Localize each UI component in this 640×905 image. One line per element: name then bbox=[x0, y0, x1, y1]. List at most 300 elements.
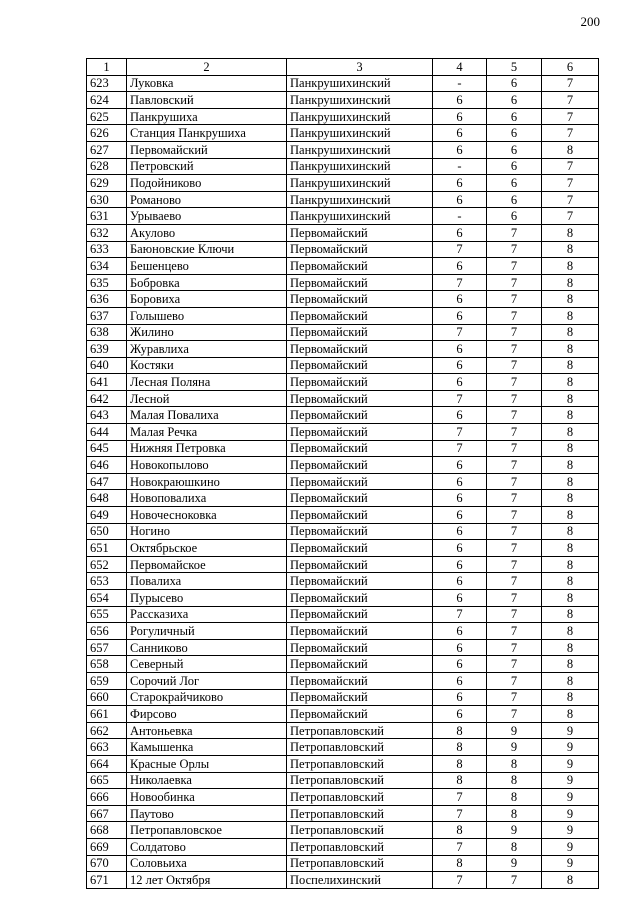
district-cell: Первомайский bbox=[287, 424, 433, 441]
row-number-cell: 643 bbox=[87, 407, 127, 424]
district-cell: Первомайский bbox=[287, 540, 433, 557]
column-header: 5 bbox=[487, 59, 542, 76]
settlement-name-cell: Николаевка bbox=[127, 772, 287, 789]
district-cell: Первомайский bbox=[287, 656, 433, 673]
value-cell: 6 bbox=[433, 125, 487, 142]
value-cell: 7 bbox=[487, 523, 542, 540]
row-number-cell: 635 bbox=[87, 274, 127, 291]
value-cell: 7 bbox=[487, 258, 542, 275]
value-cell: 7 bbox=[487, 623, 542, 640]
value-cell: 7 bbox=[542, 175, 599, 192]
value-cell: 6 bbox=[487, 158, 542, 175]
table-header-row bbox=[87, 59, 599, 76]
row-number-cell: 656 bbox=[87, 623, 127, 640]
row-number-cell: 655 bbox=[87, 606, 127, 623]
table-row bbox=[87, 307, 599, 324]
value-cell: 8 bbox=[542, 424, 599, 441]
district-cell: Первомайский bbox=[287, 573, 433, 590]
value-cell: 7 bbox=[487, 573, 542, 590]
value-cell: 6 bbox=[433, 490, 487, 507]
column-header: 6 bbox=[542, 59, 599, 76]
district-cell: Петропавловский bbox=[287, 855, 433, 872]
value-cell: 6 bbox=[433, 656, 487, 673]
value-cell: 7 bbox=[487, 672, 542, 689]
settlement-name-cell: Нижняя Петровка bbox=[127, 440, 287, 457]
row-number-cell: 666 bbox=[87, 789, 127, 806]
value-cell: 6 bbox=[433, 357, 487, 374]
value-cell: 7 bbox=[542, 92, 599, 109]
row-number-cell: 647 bbox=[87, 473, 127, 490]
value-cell: 7 bbox=[433, 872, 487, 889]
settlement-name-cell: Ногино bbox=[127, 523, 287, 540]
value-cell: 6 bbox=[487, 141, 542, 158]
district-cell: Петропавловский bbox=[287, 838, 433, 855]
row-number-cell: 644 bbox=[87, 424, 127, 441]
district-cell: Первомайский bbox=[287, 689, 433, 706]
table-row bbox=[87, 274, 599, 291]
value-cell: 7 bbox=[487, 490, 542, 507]
value-cell: 8 bbox=[542, 490, 599, 507]
value-cell: 6 bbox=[487, 175, 542, 192]
table-row bbox=[87, 224, 599, 241]
table-row bbox=[87, 92, 599, 109]
row-number-cell: 624 bbox=[87, 92, 127, 109]
table-row bbox=[87, 108, 599, 125]
value-cell: 7 bbox=[487, 656, 542, 673]
value-cell: 8 bbox=[542, 656, 599, 673]
value-cell: 8 bbox=[433, 772, 487, 789]
table-row bbox=[87, 689, 599, 706]
value-cell: 7 bbox=[487, 357, 542, 374]
row-number-cell: 649 bbox=[87, 507, 127, 524]
value-cell: 7 bbox=[487, 457, 542, 474]
value-cell: 6 bbox=[433, 258, 487, 275]
value-cell: 7 bbox=[487, 689, 542, 706]
value-cell: 7 bbox=[487, 374, 542, 391]
value-cell: 8 bbox=[542, 324, 599, 341]
district-cell: Первомайский bbox=[287, 224, 433, 241]
table-row bbox=[87, 457, 599, 474]
table-row bbox=[87, 324, 599, 341]
column-header: 2 bbox=[127, 59, 287, 76]
value-cell: 7 bbox=[487, 540, 542, 557]
district-cell: Панкрушихинский bbox=[287, 141, 433, 158]
table-row bbox=[87, 805, 599, 822]
table-row bbox=[87, 241, 599, 258]
settlements-table bbox=[86, 58, 599, 889]
table-row bbox=[87, 590, 599, 607]
value-cell: 8 bbox=[542, 672, 599, 689]
column-header: 1 bbox=[87, 59, 127, 76]
row-number-cell: 632 bbox=[87, 224, 127, 241]
row-number-cell: 664 bbox=[87, 755, 127, 772]
value-cell: 8 bbox=[487, 789, 542, 806]
settlement-name-cell: Павловский bbox=[127, 92, 287, 109]
value-cell: 7 bbox=[433, 805, 487, 822]
district-cell: Первомайский bbox=[287, 274, 433, 291]
value-cell: 9 bbox=[542, 722, 599, 739]
settlement-name-cell: Жилино bbox=[127, 324, 287, 341]
row-number-cell: 650 bbox=[87, 523, 127, 540]
value-cell: 8 bbox=[542, 241, 599, 258]
value-cell: 8 bbox=[542, 374, 599, 391]
row-number-cell: 631 bbox=[87, 208, 127, 225]
table-row bbox=[87, 175, 599, 192]
value-cell: 7 bbox=[487, 556, 542, 573]
settlement-name-cell: Рассказиха bbox=[127, 606, 287, 623]
value-cell: 9 bbox=[487, 855, 542, 872]
settlement-name-cell: Камышенка bbox=[127, 739, 287, 756]
value-cell: 6 bbox=[433, 141, 487, 158]
district-cell: Петропавловский bbox=[287, 722, 433, 739]
district-cell: Первомайский bbox=[287, 590, 433, 607]
table-row bbox=[87, 540, 599, 557]
table-row bbox=[87, 755, 599, 772]
settlement-name-cell: Паутово bbox=[127, 805, 287, 822]
value-cell: 6 bbox=[487, 125, 542, 142]
table-row bbox=[87, 822, 599, 839]
row-number-cell: 661 bbox=[87, 706, 127, 723]
row-number-cell: 658 bbox=[87, 656, 127, 673]
value-cell: 6 bbox=[433, 307, 487, 324]
row-number-cell: 633 bbox=[87, 241, 127, 258]
table-row bbox=[87, 141, 599, 158]
value-cell: 8 bbox=[487, 838, 542, 855]
row-number-cell: 665 bbox=[87, 772, 127, 789]
value-cell: 9 bbox=[542, 822, 599, 839]
row-number-cell: 640 bbox=[87, 357, 127, 374]
district-cell: Первомайский bbox=[287, 490, 433, 507]
settlement-name-cell: Лесной bbox=[127, 390, 287, 407]
value-cell: 9 bbox=[487, 722, 542, 739]
settlement-name-cell: Луковка bbox=[127, 75, 287, 92]
value-cell: 7 bbox=[487, 507, 542, 524]
value-cell: 6 bbox=[433, 573, 487, 590]
district-cell: Петропавловский bbox=[287, 789, 433, 806]
value-cell: 7 bbox=[487, 390, 542, 407]
value-cell: 6 bbox=[487, 208, 542, 225]
row-number-cell: 670 bbox=[87, 855, 127, 872]
settlement-name-cell: Северный bbox=[127, 656, 287, 673]
row-number-cell: 652 bbox=[87, 556, 127, 573]
settlement-name-cell: Антоньевка bbox=[127, 722, 287, 739]
value-cell: 8 bbox=[433, 822, 487, 839]
settlement-name-cell: Повалиха bbox=[127, 573, 287, 590]
row-number-cell: 638 bbox=[87, 324, 127, 341]
value-cell: 8 bbox=[542, 357, 599, 374]
value-cell: 9 bbox=[487, 822, 542, 839]
value-cell: 8 bbox=[542, 258, 599, 275]
district-cell: Панкрушихинский bbox=[287, 75, 433, 92]
district-cell: Первомайский bbox=[287, 291, 433, 308]
row-number-cell: 663 bbox=[87, 739, 127, 756]
value-cell: 7 bbox=[542, 191, 599, 208]
value-cell: 7 bbox=[487, 706, 542, 723]
value-cell: 8 bbox=[542, 706, 599, 723]
district-cell: Панкрушихинский bbox=[287, 175, 433, 192]
settlement-name-cell: Петропавловское bbox=[127, 822, 287, 839]
row-number-cell: 660 bbox=[87, 689, 127, 706]
district-cell: Петропавловский bbox=[287, 739, 433, 756]
settlement-name-cell: Соловьиха bbox=[127, 855, 287, 872]
row-number-cell: 667 bbox=[87, 805, 127, 822]
table-row bbox=[87, 440, 599, 457]
district-cell: Панкрушихинский bbox=[287, 191, 433, 208]
district-cell: Первомайский bbox=[287, 341, 433, 358]
table-row bbox=[87, 473, 599, 490]
table-row bbox=[87, 75, 599, 92]
district-cell: Первомайский bbox=[287, 672, 433, 689]
value-cell: 8 bbox=[542, 457, 599, 474]
table-row bbox=[87, 639, 599, 656]
row-number-cell: 641 bbox=[87, 374, 127, 391]
value-cell: 8 bbox=[542, 606, 599, 623]
district-cell: Первомайский bbox=[287, 374, 433, 391]
value-cell: 9 bbox=[487, 739, 542, 756]
settlement-name-cell: Подойниково bbox=[127, 175, 287, 192]
row-number-cell: 627 bbox=[87, 141, 127, 158]
table-row bbox=[87, 390, 599, 407]
value-cell: 9 bbox=[542, 739, 599, 756]
table-row bbox=[87, 507, 599, 524]
value-cell: 7 bbox=[487, 639, 542, 656]
value-cell: 6 bbox=[433, 92, 487, 109]
value-cell: 8 bbox=[433, 855, 487, 872]
table-row bbox=[87, 706, 599, 723]
table-row bbox=[87, 573, 599, 590]
value-cell: 6 bbox=[433, 672, 487, 689]
value-cell: 6 bbox=[433, 556, 487, 573]
row-number-cell: 646 bbox=[87, 457, 127, 474]
value-cell: 8 bbox=[542, 274, 599, 291]
value-cell: 7 bbox=[433, 241, 487, 258]
row-number-cell: 651 bbox=[87, 540, 127, 557]
value-cell: 9 bbox=[542, 838, 599, 855]
row-number-cell: 668 bbox=[87, 822, 127, 839]
value-cell: 7 bbox=[487, 241, 542, 258]
value-cell: 7 bbox=[542, 158, 599, 175]
table-row bbox=[87, 374, 599, 391]
district-cell: Первомайский bbox=[287, 357, 433, 374]
value-cell: 7 bbox=[487, 274, 542, 291]
settlement-name-cell: Станция Панкрушиха bbox=[127, 125, 287, 142]
table-row bbox=[87, 424, 599, 441]
district-cell: Петропавловский bbox=[287, 755, 433, 772]
value-cell: 8 bbox=[542, 689, 599, 706]
value-cell: 6 bbox=[433, 523, 487, 540]
settlement-name-cell: Урываево bbox=[127, 208, 287, 225]
value-cell: 7 bbox=[433, 324, 487, 341]
settlement-name-cell: Акулово bbox=[127, 224, 287, 241]
district-cell: Первомайский bbox=[287, 390, 433, 407]
value-cell: 8 bbox=[542, 872, 599, 889]
value-cell: 7 bbox=[487, 291, 542, 308]
row-number-cell: 659 bbox=[87, 672, 127, 689]
table-row bbox=[87, 556, 599, 573]
value-cell: 8 bbox=[542, 390, 599, 407]
value-cell: 7 bbox=[433, 440, 487, 457]
table-row bbox=[87, 291, 599, 308]
value-cell: 7 bbox=[542, 208, 599, 225]
value-cell: 8 bbox=[542, 540, 599, 557]
table-body bbox=[87, 75, 599, 888]
row-number-cell: 671 bbox=[87, 872, 127, 889]
district-cell: Первомайский bbox=[287, 706, 433, 723]
district-cell: Первомайский bbox=[287, 440, 433, 457]
table-row bbox=[87, 125, 599, 142]
settlement-name-cell: Панкрушиха bbox=[127, 108, 287, 125]
value-cell: - bbox=[433, 208, 487, 225]
settlement-name-cell: Петровский bbox=[127, 158, 287, 175]
row-number-cell: 669 bbox=[87, 838, 127, 855]
settlement-name-cell: Красные Орлы bbox=[127, 755, 287, 772]
district-cell: Первомайский bbox=[287, 258, 433, 275]
value-cell: 8 bbox=[542, 573, 599, 590]
value-cell: 9 bbox=[542, 855, 599, 872]
settlement-name-cell: Новообинка bbox=[127, 789, 287, 806]
table-row bbox=[87, 672, 599, 689]
value-cell: 8 bbox=[542, 291, 599, 308]
value-cell: 9 bbox=[542, 789, 599, 806]
row-number-cell: 636 bbox=[87, 291, 127, 308]
value-cell: 6 bbox=[433, 191, 487, 208]
value-cell: 7 bbox=[487, 590, 542, 607]
value-cell: 6 bbox=[433, 341, 487, 358]
value-cell: 6 bbox=[433, 224, 487, 241]
value-cell: 7 bbox=[542, 125, 599, 142]
settlement-name-cell: Журавлиха bbox=[127, 341, 287, 358]
settlement-name-cell: Пурысево bbox=[127, 590, 287, 607]
value-cell: 7 bbox=[433, 390, 487, 407]
value-cell: 8 bbox=[433, 722, 487, 739]
value-cell: 8 bbox=[542, 341, 599, 358]
value-cell: 7 bbox=[433, 424, 487, 441]
table-row bbox=[87, 739, 599, 756]
row-number-cell: 626 bbox=[87, 125, 127, 142]
table-row bbox=[87, 208, 599, 225]
district-cell: Первомайский bbox=[287, 407, 433, 424]
district-cell: Панкрушихинский bbox=[287, 92, 433, 109]
row-number-cell: 653 bbox=[87, 573, 127, 590]
settlement-name-cell: Солдатово bbox=[127, 838, 287, 855]
value-cell: 6 bbox=[487, 108, 542, 125]
district-cell: Первомайский bbox=[287, 473, 433, 490]
settlement-name-cell: Первомайское bbox=[127, 556, 287, 573]
row-number-cell: 648 bbox=[87, 490, 127, 507]
district-cell: Первомайский bbox=[287, 241, 433, 258]
table-row bbox=[87, 407, 599, 424]
district-cell: Панкрушихинский bbox=[287, 208, 433, 225]
value-cell: 8 bbox=[542, 507, 599, 524]
table-row bbox=[87, 258, 599, 275]
value-cell: 7 bbox=[487, 440, 542, 457]
value-cell: 8 bbox=[542, 141, 599, 158]
settlement-name-cell: Рогуличный bbox=[127, 623, 287, 640]
table-row bbox=[87, 523, 599, 540]
value-cell: 7 bbox=[487, 473, 542, 490]
value-cell: 7 bbox=[487, 872, 542, 889]
settlement-name-cell: Лесная Поляна bbox=[127, 374, 287, 391]
row-number-cell: 637 bbox=[87, 307, 127, 324]
settlement-name-cell: Бешенцево bbox=[127, 258, 287, 275]
district-cell: Первомайский bbox=[287, 523, 433, 540]
settlement-name-cell: Новокраюшкино bbox=[127, 473, 287, 490]
settlement-name-cell: Малая Повалиха bbox=[127, 407, 287, 424]
value-cell: 8 bbox=[542, 307, 599, 324]
value-cell: 6 bbox=[433, 639, 487, 656]
value-cell: 9 bbox=[542, 755, 599, 772]
table-row bbox=[87, 722, 599, 739]
settlement-name-cell: Костяки bbox=[127, 357, 287, 374]
column-header: 3 bbox=[287, 59, 433, 76]
value-cell: 7 bbox=[542, 108, 599, 125]
value-cell: 6 bbox=[487, 191, 542, 208]
table-row bbox=[87, 656, 599, 673]
table-row bbox=[87, 872, 599, 889]
value-cell: 7 bbox=[433, 274, 487, 291]
value-cell: 7 bbox=[487, 407, 542, 424]
value-cell: 6 bbox=[487, 92, 542, 109]
value-cell: 6 bbox=[433, 590, 487, 607]
settlement-name-cell: Новоповалиха bbox=[127, 490, 287, 507]
table-row bbox=[87, 357, 599, 374]
row-number-cell: 630 bbox=[87, 191, 127, 208]
value-cell: - bbox=[433, 75, 487, 92]
district-cell: Первомайский bbox=[287, 639, 433, 656]
settlement-name-cell: Баюновские Ключи bbox=[127, 241, 287, 258]
settlement-name-cell: Боровиха bbox=[127, 291, 287, 308]
value-cell: 8 bbox=[542, 407, 599, 424]
value-cell: 7 bbox=[487, 424, 542, 441]
district-cell: Петропавловский bbox=[287, 805, 433, 822]
value-cell: 6 bbox=[433, 706, 487, 723]
table-row bbox=[87, 623, 599, 640]
table-row bbox=[87, 490, 599, 507]
district-cell: Первомайский bbox=[287, 324, 433, 341]
district-cell: Петропавловский bbox=[287, 772, 433, 789]
row-number-cell: 642 bbox=[87, 390, 127, 407]
district-cell: Первомайский bbox=[287, 457, 433, 474]
value-cell: 6 bbox=[433, 407, 487, 424]
district-cell: Первомайский bbox=[287, 606, 433, 623]
value-cell: 8 bbox=[433, 755, 487, 772]
settlement-name-cell: 12 лет Октября bbox=[127, 872, 287, 889]
value-cell: 6 bbox=[433, 291, 487, 308]
value-cell: 8 bbox=[542, 556, 599, 573]
row-number-cell: 629 bbox=[87, 175, 127, 192]
district-cell: Первомайский bbox=[287, 507, 433, 524]
row-number-cell: 625 bbox=[87, 108, 127, 125]
row-number-cell: 623 bbox=[87, 75, 127, 92]
value-cell: 7 bbox=[433, 606, 487, 623]
value-cell: 7 bbox=[487, 606, 542, 623]
table-row bbox=[87, 158, 599, 175]
row-number-cell: 654 bbox=[87, 590, 127, 607]
settlement-name-cell: Первомайский bbox=[127, 141, 287, 158]
value-cell: 7 bbox=[433, 789, 487, 806]
value-cell: 8 bbox=[487, 805, 542, 822]
table-row bbox=[87, 191, 599, 208]
settlement-name-cell: Новочесноковка bbox=[127, 507, 287, 524]
value-cell: - bbox=[433, 158, 487, 175]
value-cell: 6 bbox=[433, 457, 487, 474]
value-cell: 8 bbox=[542, 473, 599, 490]
column-header: 4 bbox=[433, 59, 487, 76]
row-number-cell: 662 bbox=[87, 722, 127, 739]
value-cell: 8 bbox=[487, 772, 542, 789]
value-cell: 8 bbox=[542, 623, 599, 640]
table-row bbox=[87, 772, 599, 789]
